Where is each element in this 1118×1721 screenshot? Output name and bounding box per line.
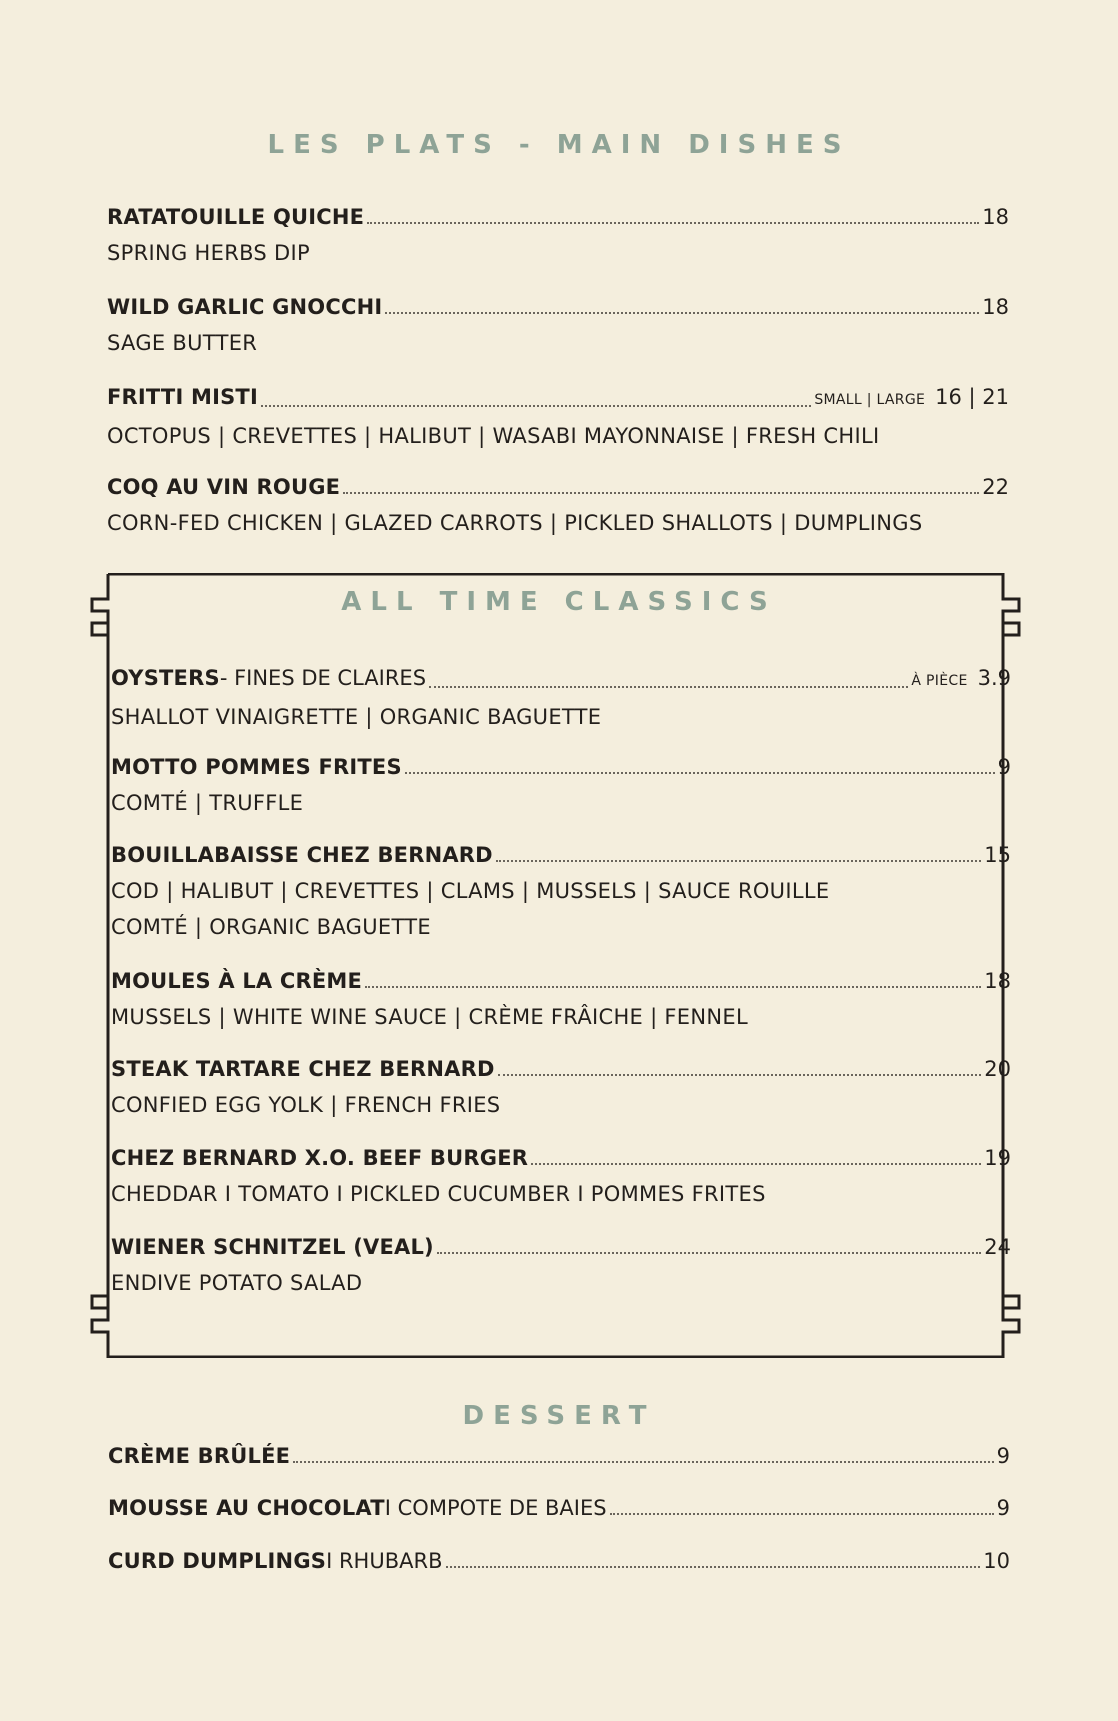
- item-name: WILD GARLIC GNOCCHI: [107, 295, 383, 319]
- item-description: SAGE BUTTER: [107, 331, 258, 355]
- dot-leader: [343, 491, 979, 494]
- item-price: 15: [984, 843, 1011, 867]
- item-name: OYSTERS: [111, 666, 220, 690]
- main-section-title: LES PLATS - MAIN DISHES: [267, 130, 851, 160]
- dot-leader: [293, 1460, 993, 1463]
- item-name: CURD DUMPLINGS: [108, 1549, 327, 1573]
- item-name: CRÈME BRÛLÉE: [108, 1444, 291, 1468]
- item-price: 9: [996, 1444, 1010, 1468]
- item-price: 20: [984, 1057, 1011, 1081]
- menu-item: [107, 203, 1009, 271]
- item-name: STEAK TARTARE CHEZ BERNARD: [111, 1057, 495, 1081]
- menu-item: [108, 1494, 1010, 1522]
- menu-item: [108, 1442, 1010, 1470]
- menu-item: [111, 1144, 1011, 1212]
- item-price: 9: [996, 1496, 1010, 1520]
- dot-leader: [405, 771, 995, 774]
- item-description-line2: COMTÉ | ORGANIC BAGUETTE: [111, 915, 431, 939]
- item-description: COMTÉ | TRUFFLE: [111, 791, 304, 815]
- item-price: 24: [984, 1235, 1011, 1259]
- unit-note: À PIÈCE: [911, 673, 968, 689]
- menu-item: [111, 753, 1011, 821]
- dot-leader: [367, 221, 979, 224]
- dot-leader: [496, 859, 981, 862]
- item-description: CONFIED EGG YOLK | FRENCH FRIES: [111, 1093, 501, 1117]
- item-price: 3.9: [977, 666, 1011, 690]
- dot-leader: [261, 404, 811, 407]
- item-name: RATATOUILLE QUICHE: [107, 205, 365, 229]
- dot-leader: [498, 1073, 982, 1076]
- item-description: CORN-FED CHICKEN | GLAZED CARROTS | PICKLED SHALLOTS | DUMPLINGS: [107, 511, 923, 535]
- dot-leader: [437, 1251, 981, 1254]
- menu-item: [108, 1547, 1010, 1575]
- item-description: MUSSELS | WHITE WINE SAUCE | CRÈME FRÂICHE | FENNEL: [111, 1005, 748, 1029]
- item-name: FRITTI MISTI: [107, 385, 258, 409]
- dot-leader: [610, 1512, 994, 1515]
- item-name: CHEZ BERNARD X.O. BEEF BURGER: [111, 1146, 529, 1170]
- item-description: ENDIVE POTATO SALAD: [111, 1271, 363, 1295]
- item-description: CHEDDAR I TOMATO I PICKLED CUCUMBER I POMMES FRITES: [111, 1182, 766, 1206]
- item-price: 9: [997, 755, 1011, 779]
- menu-item: [107, 383, 1009, 454]
- item-description: OCTOPUS | CREVETTES | HALIBUT | WASABI MAYONNAISE | FRESH CHILI: [107, 424, 880, 448]
- item-price: 18: [984, 969, 1011, 993]
- item-name: COQ AU VIN ROUGE: [107, 475, 341, 499]
- item-price: 22: [982, 475, 1009, 499]
- size-note: SMALL | LARGE: [814, 392, 926, 408]
- item-description: SPRING HERBS DIP: [107, 241, 310, 265]
- menu-item: [111, 841, 1011, 945]
- item-price: 10: [983, 1549, 1010, 1573]
- item-name: MOULES À LA CRÈME: [111, 969, 363, 993]
- menu-item: [111, 1233, 1011, 1301]
- menu-item: [107, 473, 1009, 541]
- item-subtitle: I COMPOTE DE BAIES: [384, 1496, 607, 1520]
- item-price: 16 | 21: [935, 385, 1009, 409]
- menu-item: [111, 664, 1011, 735]
- menu-item: [111, 1055, 1011, 1123]
- dot-leader: [429, 685, 908, 688]
- item-description: COD | HALIBUT | CREVETTES | CLAMS | MUSSELS | SAUCE ROUILLE: [111, 879, 830, 903]
- item-name: BOUILLABAISSE CHEZ BERNARD: [111, 843, 493, 867]
- dot-leader: [385, 311, 979, 314]
- item-name: WIENER SCHNITZEL (VEAL): [111, 1235, 434, 1259]
- item-price: 18: [982, 295, 1009, 319]
- dot-leader: [365, 985, 981, 988]
- dot-leader: [446, 1565, 981, 1568]
- dot-leader: [531, 1162, 981, 1165]
- menu-item: [111, 967, 1011, 1035]
- menu-item: [107, 293, 1009, 361]
- item-price: 19: [984, 1146, 1011, 1170]
- item-name: MOUSSE AU CHOCOLAT: [108, 1496, 385, 1520]
- item-name: MOTTO POMMES FRITES: [111, 755, 402, 779]
- item-price: 18: [982, 205, 1009, 229]
- classics-section-title: ALL TIME CLASSICS: [341, 587, 777, 617]
- dessert-section-title: DESSERT: [462, 1401, 656, 1431]
- item-description: SHALLOT VINAIGRETTE | ORGANIC BAGUETTE: [111, 705, 602, 729]
- item-subtitle: - FINES DE CLAIRES: [219, 666, 427, 690]
- item-subtitle: I RHUBARB: [326, 1549, 443, 1573]
